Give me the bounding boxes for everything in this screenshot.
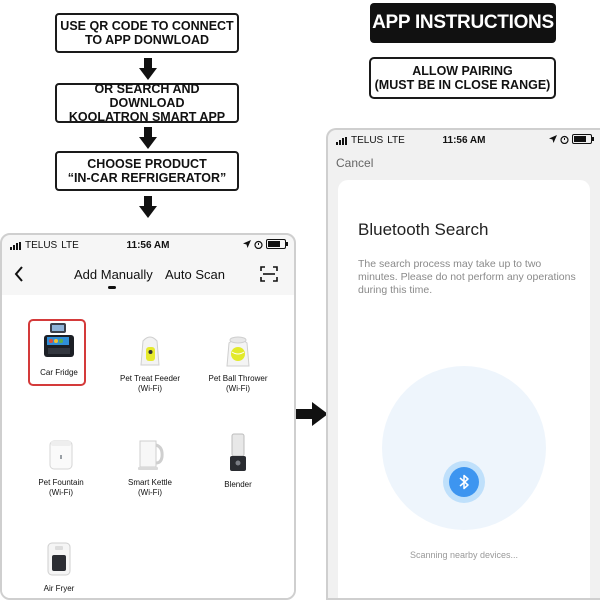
product-pet-fountain[interactable] bbox=[16, 437, 106, 498]
carrier-name: TELUS bbox=[351, 135, 384, 146]
product-pet-treat-feeder[interactable] bbox=[105, 333, 195, 394]
pet-ball-thrower-icon bbox=[223, 333, 253, 367]
product-pet-ball-thrower[interactable] bbox=[193, 333, 283, 394]
step-choose-product-text: CHOOSE PRODUCT “IN-CAR REFRIGERATOR” bbox=[67, 157, 227, 185]
tab-add-manually[interactable]: Add Manually bbox=[74, 267, 153, 282]
pet-treat-feeder-icon bbox=[135, 333, 165, 367]
down-arrow-icon bbox=[139, 58, 157, 80]
scanning-status: Scanning nearby devices... bbox=[409, 550, 519, 560]
product-label: Blender bbox=[224, 480, 252, 489]
location-icon bbox=[243, 240, 251, 248]
product-label: Pet Fountain bbox=[38, 478, 84, 487]
tab-auto-scan[interactable]: Auto Scan bbox=[165, 267, 225, 282]
carrier-name: TELUS bbox=[25, 240, 58, 251]
product-smart-kettle[interactable] bbox=[105, 435, 195, 498]
product-grid bbox=[2, 295, 294, 598]
scan-frame-icon[interactable] bbox=[260, 266, 278, 282]
smart-kettle-icon bbox=[134, 435, 166, 471]
pet-fountain-icon bbox=[46, 437, 76, 471]
bluetooth-search-card bbox=[338, 180, 590, 600]
product-connection: (Wi-Fi) bbox=[226, 384, 250, 393]
bluetooth-search-title: Bluetooth Search bbox=[358, 220, 489, 239]
bluetooth-icon bbox=[458, 474, 470, 490]
product-air-fryer[interactable] bbox=[14, 541, 104, 594]
product-label: Pet Ball Thrower bbox=[208, 374, 268, 383]
product-label: Air Fryer bbox=[43, 584, 75, 593]
product-label: Smart Kettle bbox=[127, 478, 172, 487]
chevron-left-icon[interactable] bbox=[14, 266, 24, 282]
bluetooth-button bbox=[449, 467, 479, 497]
product-connection: (Wi-Fi) bbox=[138, 384, 162, 393]
down-arrow-icon bbox=[139, 196, 157, 218]
status-bar bbox=[2, 235, 294, 255]
location-icon bbox=[549, 135, 557, 143]
step-download-app bbox=[55, 83, 239, 123]
top-navigation bbox=[2, 255, 294, 295]
right-arrow-icon bbox=[296, 402, 328, 426]
product-connection: (Wi-Fi) bbox=[49, 488, 73, 497]
cancel-button[interactable]: Cancel bbox=[336, 156, 374, 170]
air-fryer-icon bbox=[44, 541, 74, 577]
status-bar bbox=[328, 130, 600, 150]
blender-icon bbox=[226, 433, 250, 473]
search-description: The search process may take up to two minutes. Please do not perform any operations during this time. bbox=[358, 258, 576, 296]
battery-icon bbox=[266, 239, 286, 249]
product-blender[interactable] bbox=[193, 433, 283, 490]
status-time: 11:56 AM bbox=[442, 135, 486, 146]
allow-pairing-text: ALLOW PAIRING (MUST BE IN CLOSE RANGE) bbox=[374, 64, 551, 92]
battery-icon bbox=[572, 134, 592, 144]
step-qr-code bbox=[55, 13, 239, 53]
product-label: Pet Treat Feeder bbox=[119, 374, 181, 383]
step-choose-product bbox=[55, 151, 239, 191]
network-type: LTE bbox=[61, 240, 79, 251]
step-qr-code-text: USE QR CODE TO CONNECT TO APP DONWLOAD bbox=[60, 19, 234, 47]
alarm-icon bbox=[254, 240, 263, 249]
active-tab-indicator bbox=[108, 286, 116, 289]
phone-add-device-screen bbox=[0, 233, 296, 600]
status-time: 11:56 AM bbox=[126, 240, 170, 251]
alarm-icon bbox=[560, 135, 569, 144]
scan-radar-circle bbox=[382, 366, 546, 530]
product-label: Car Fridge bbox=[40, 368, 78, 377]
instructions-title: APP INSTRUCTIONS bbox=[370, 3, 556, 43]
product-connection: (Wi-Fi) bbox=[138, 488, 162, 497]
network-type: LTE bbox=[387, 135, 405, 146]
down-arrow-icon bbox=[139, 127, 157, 149]
selected-product-highlight bbox=[28, 319, 86, 386]
allow-pairing-note bbox=[369, 57, 556, 99]
step-download-app-text: OR SEARCH AND DOWNLOAD KOOLATRON SMART APP bbox=[68, 82, 226, 124]
phone-bluetooth-search-screen bbox=[326, 128, 600, 600]
